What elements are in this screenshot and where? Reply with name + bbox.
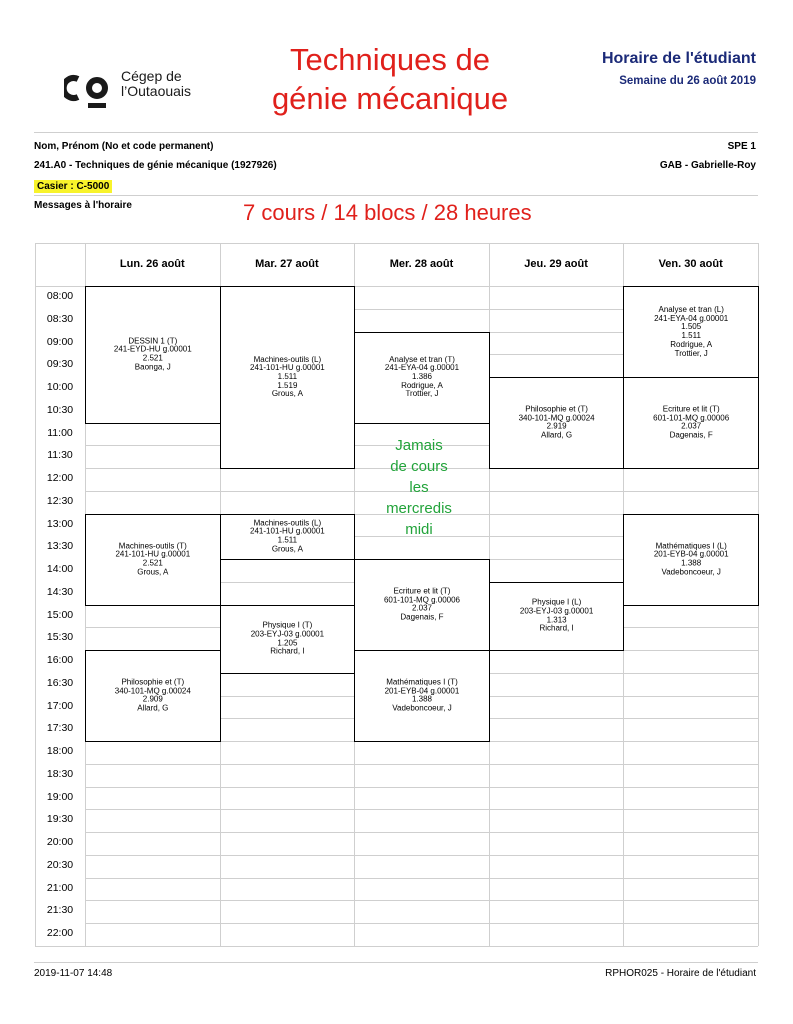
time-label: 10:00	[46, 381, 74, 393]
course-line: 1.511	[277, 536, 298, 545]
course-line: 2.037	[411, 605, 432, 613]
course-line: 1.388	[411, 696, 432, 704]
course-details	[221, 622, 355, 657]
course-line: 340-101-MQ g.00024	[114, 687, 191, 696]
course-line: Grous, A	[271, 390, 303, 399]
course-line: 201-EYB-04 g.00001	[384, 687, 460, 696]
grid-line	[85, 923, 758, 924]
course-line: Baonga, J	[134, 363, 171, 372]
program-title-line-2: génie mécanique	[271, 81, 509, 116]
time-label: 21:00	[46, 881, 74, 894]
time-label: 18:30	[46, 767, 74, 780]
course-line: Richard, I	[539, 625, 574, 634]
cegep-logo-icon	[64, 70, 110, 110]
course-line: Physique I (T)	[262, 621, 313, 630]
course-line: Allard, G	[137, 704, 169, 713]
course-details	[221, 519, 355, 554]
course-line: 2.521	[142, 559, 163, 568]
time-label: 11:30	[47, 449, 73, 462]
schedule-grid	[35, 243, 758, 943]
time-label: 12:30	[46, 494, 74, 507]
course-block	[85, 650, 221, 742]
course-line: 1.388	[681, 559, 702, 568]
course-block	[623, 514, 759, 606]
course-line: Physique I (L)	[531, 598, 582, 607]
time-label: 19:00	[46, 790, 74, 803]
course-line: Grous, A	[271, 545, 303, 554]
day-header: Jeu. 29 août	[524, 258, 588, 270]
grid-line	[85, 878, 758, 879]
logo-line-1: Cégep de	[121, 68, 182, 84]
grid-line	[85, 787, 758, 788]
time-label: 13:30	[46, 540, 74, 553]
week-label: Semaine du 26 août 2019	[619, 75, 756, 87]
course-line: 241-EYD-HU g.00001	[113, 346, 192, 355]
course-line: Rodrigue, A	[670, 340, 713, 349]
grid-line	[85, 832, 758, 833]
course-line: 2.521	[142, 354, 163, 363]
course-block	[220, 605, 356, 674]
course-line: Dagenais, F	[400, 613, 444, 622]
course-line: 241-EYA-04 g.00001	[654, 314, 729, 323]
course-line: Philosophie et (T)	[525, 405, 588, 414]
messages-label: Messages à l'horaire	[34, 200, 132, 211]
course-line: 1.505	[681, 323, 702, 332]
course-line: 1.519	[277, 381, 298, 390]
time-label: 16:00	[46, 654, 74, 666]
time-label: 11:00	[47, 426, 73, 439]
course-block	[623, 286, 759, 378]
course-line: 1.511	[681, 332, 701, 340]
course-line: Machines-outils (L)	[253, 355, 322, 364]
course-line: Machines-outils (L)	[253, 519, 322, 528]
time-label: 13:00	[46, 517, 74, 530]
course-line: Analyse et tran (T)	[389, 355, 455, 364]
grid-line	[85, 855, 758, 856]
spe-label: SPE 1	[727, 141, 756, 152]
note-line: de cours	[390, 458, 448, 475]
course-line: 241-101-HU g.00001	[250, 364, 325, 373]
course-line: 2.037	[681, 423, 702, 431]
course-line: Allard, G	[541, 431, 573, 440]
locker-badge: Casier : C-5000	[34, 180, 112, 193]
program-title	[250, 40, 530, 118]
handwritten-note	[379, 435, 459, 540]
grid-line	[85, 809, 758, 810]
course-line: Mathématiques I (L)	[655, 542, 727, 551]
course-line: 1.386	[411, 373, 432, 382]
day-header: Ven. 30 août	[658, 258, 723, 270]
course-block	[354, 650, 490, 742]
course-line: 201-EYB-04 g.00001	[653, 550, 729, 559]
time-label: 17:30	[46, 722, 74, 735]
divider	[34, 132, 758, 133]
time-label: 20:30	[46, 858, 74, 871]
course-block	[85, 286, 221, 424]
time-label: 16:30	[46, 676, 74, 689]
note-line: Jamais	[395, 437, 443, 454]
course-line: DESSIN 1 (T)	[128, 337, 178, 346]
document-title: Horaire de l'étudiant	[601, 50, 756, 67]
note-line: midi	[405, 521, 433, 538]
cegep-logo-text	[121, 69, 191, 99]
program-code: 241.A0 - Techniques de génie mécanique (1927926)	[34, 160, 277, 171]
time-label: 08:30	[46, 312, 74, 325]
course-line: Vadeboncoeur, J	[661, 568, 721, 577]
course-block	[85, 514, 221, 606]
time-label: 22:00	[46, 927, 74, 939]
course-details	[490, 406, 624, 441]
course-line: Analyse et tran (L)	[658, 305, 724, 314]
day-header: Mer. 28 août	[389, 258, 454, 270]
course-line: Grous, A	[137, 568, 169, 577]
course-line: Vadeboncoeur, J	[392, 704, 452, 713]
course-line: 2.909	[142, 696, 163, 704]
course-block	[623, 377, 759, 469]
grid-border	[35, 946, 758, 947]
time-label: 21:30	[46, 904, 74, 917]
campus-label: GAB - Gabrielle-Roy	[659, 160, 756, 171]
course-line: 2.919	[546, 423, 567, 431]
note-line: mercredis	[386, 500, 452, 517]
course-details	[86, 542, 220, 577]
course-details	[86, 679, 220, 714]
time-label: 12:00	[46, 472, 74, 484]
course-block	[220, 286, 356, 469]
day-header: Lun. 26 août	[119, 258, 185, 270]
footer-timestamp: 2019-11-07 14:48	[34, 968, 113, 979]
course-details	[86, 337, 220, 372]
course-line: 241-101-HU g.00001	[250, 528, 325, 537]
course-line: Trottier, J	[405, 390, 439, 399]
course-line: 601-101-MQ g.00006	[383, 596, 461, 605]
document-header	[602, 50, 756, 87]
course-line: 203-EYJ-03 g.00001	[519, 607, 594, 616]
course-line: 241-EYA-04 g.00001	[384, 364, 460, 373]
time-label: 09:00	[46, 335, 74, 348]
course-line: 1.511	[277, 373, 298, 382]
program-title-line-1: Techniques de	[290, 42, 490, 77]
course-summary: 7 cours / 14 blocs / 28 heures	[243, 200, 532, 225]
course-details	[624, 406, 758, 441]
course-line: Trottier, J	[674, 349, 708, 358]
divider	[34, 195, 758, 196]
course-line: 1.313	[546, 616, 567, 625]
note-line: les	[409, 479, 429, 496]
time-label: 08:00	[46, 290, 74, 302]
course-details	[624, 306, 758, 358]
course-details	[490, 599, 624, 634]
footer-divider	[34, 962, 758, 963]
course-details	[355, 588, 489, 623]
course-line: 340-101-MQ g.00024	[518, 414, 595, 423]
time-label: 19:30	[46, 813, 74, 826]
course-line: Écriture et lit (T)	[662, 405, 720, 414]
time-label: 14:00	[46, 563, 74, 575]
course-details	[624, 542, 758, 577]
course-block	[354, 332, 490, 424]
course-details	[221, 356, 355, 400]
time-label: 10:30	[46, 403, 74, 416]
time-label: 15:00	[46, 608, 74, 621]
day-header: Mar. 27 août	[255, 258, 319, 270]
footer-report: RPHOR025 - Horaire de l'étudiant	[605, 968, 756, 979]
course-line: Richard, I	[270, 647, 305, 656]
time-label: 09:30	[46, 358, 74, 371]
time-label: 17:00	[46, 699, 74, 712]
student-name-label: Nom, Prénom (No et code permanent)	[34, 141, 214, 152]
course-line: Machines-outils (T)	[118, 542, 187, 551]
course-line: Mathématiques I (T)	[386, 678, 458, 687]
course-block	[354, 559, 490, 651]
time-label: 20:00	[46, 836, 74, 848]
course-line: Philosophie et (T)	[121, 678, 185, 687]
course-line: Écriture et lit (T)	[393, 587, 451, 596]
course-line: Dagenais, F	[669, 431, 713, 440]
course-line: 1.205	[277, 639, 298, 648]
logo-line-2: l’Outaouais	[121, 83, 192, 99]
course-block	[489, 582, 625, 651]
course-line: 203-EYJ-03 g.00001	[250, 630, 325, 639]
grid-line	[85, 900, 758, 901]
course-line: 601-101-MQ g.00006	[653, 414, 730, 423]
grid-line	[85, 764, 758, 765]
course-block	[220, 514, 356, 561]
course-details	[355, 356, 489, 400]
time-label: 18:00	[46, 745, 74, 757]
course-details	[355, 679, 489, 714]
time-label: 15:30	[46, 631, 74, 644]
course-line: Rodrigue, A	[401, 381, 443, 390]
course-line: 241-101-HU g.00001	[115, 550, 191, 559]
time-label: 14:30	[46, 585, 74, 598]
course-block	[489, 377, 625, 469]
